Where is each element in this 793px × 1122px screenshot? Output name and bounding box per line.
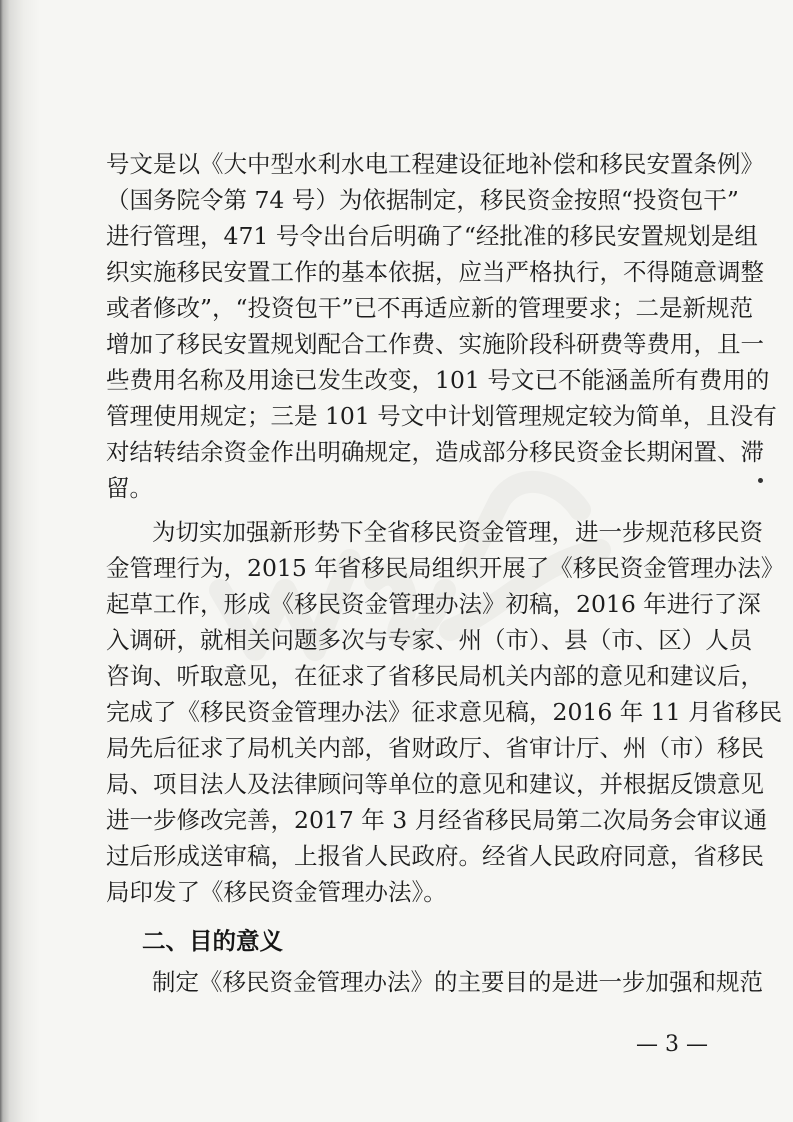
body-line: 金管理行为，2015 年省移民局组织开展了《移民资金管理办法》 (106, 554, 785, 582)
body-line: 或者修改”，“投资包干”已不再适应新的管理要求；二是新规范 (106, 294, 754, 322)
body-line: 咨询、听取意见，在征求了省移民局机关内部的意见和建议后， (106, 662, 764, 690)
body-line: 过后形成送审稿，上报省人民政府。经省人民政府同意，省移民 (106, 842, 764, 870)
body-line: 管理使用规定；三是 101 号文中计划管理规定较为简单，且没有 (106, 402, 777, 430)
body-line: （国务院令第 74 号）为依据制定，移民资金按照“投资包干” (106, 186, 739, 214)
body-line: 增加了移民安置规划配合工作费、实施阶段科研费等费用，且一 (106, 330, 764, 358)
body-line: 号文是以《大中型水利水电工程建设征地补偿和移民安置条例》 (106, 150, 764, 178)
body-line: 起草工作，形成《移民资金管理办法》初稿，2016 年进行了深 (106, 590, 761, 618)
body-line: 留。 (106, 474, 153, 502)
paragraph-first-line: 制定《移民资金管理办法》的主要目的是进一步加强和规范 (152, 968, 763, 996)
paragraph-first-line: 为切实加强新形势下全省移民资金管理，进一步规范移民资 (152, 518, 763, 546)
body-line: 完成了《移民资金管理办法》征求意见稿，2016 年 11 月省移民 (106, 698, 783, 726)
body-line: 局先后征求了局机关内部，省财政厅、省审计厅、州（市）移民 (106, 734, 764, 762)
body-line: 局、项目法人及法律顾问等单位的意见和建议，并根据反馈意见 (106, 770, 764, 798)
body-line: 入调研，就相关问题多次与专家、州（市）、县（市、区）人员 (106, 626, 753, 654)
body-line: 对结转结余资金作出明确规定，造成部分移民资金长期闲置、滞 (106, 438, 764, 466)
section-heading: 二、目的意义 (142, 927, 283, 955)
page-number: — 3 — (636, 1032, 708, 1057)
body-line: 局印发了《移民资金管理办法》。 (106, 878, 447, 906)
body-line: 些费用名称及用途已发生改变，101 号文已不能涵盖所有费用的 (106, 366, 770, 394)
body-line: 织实施移民安置工作的基本依据，应当严格执行，不得随意调整 (106, 258, 764, 286)
body-line: 进一步修改完善，2017 年 3 月经省移民局第二次局务会审议通 (106, 806, 768, 834)
body-line: 进行管理，471 号令出台后明确了“经批准的移民安置规划是组 (106, 222, 758, 250)
